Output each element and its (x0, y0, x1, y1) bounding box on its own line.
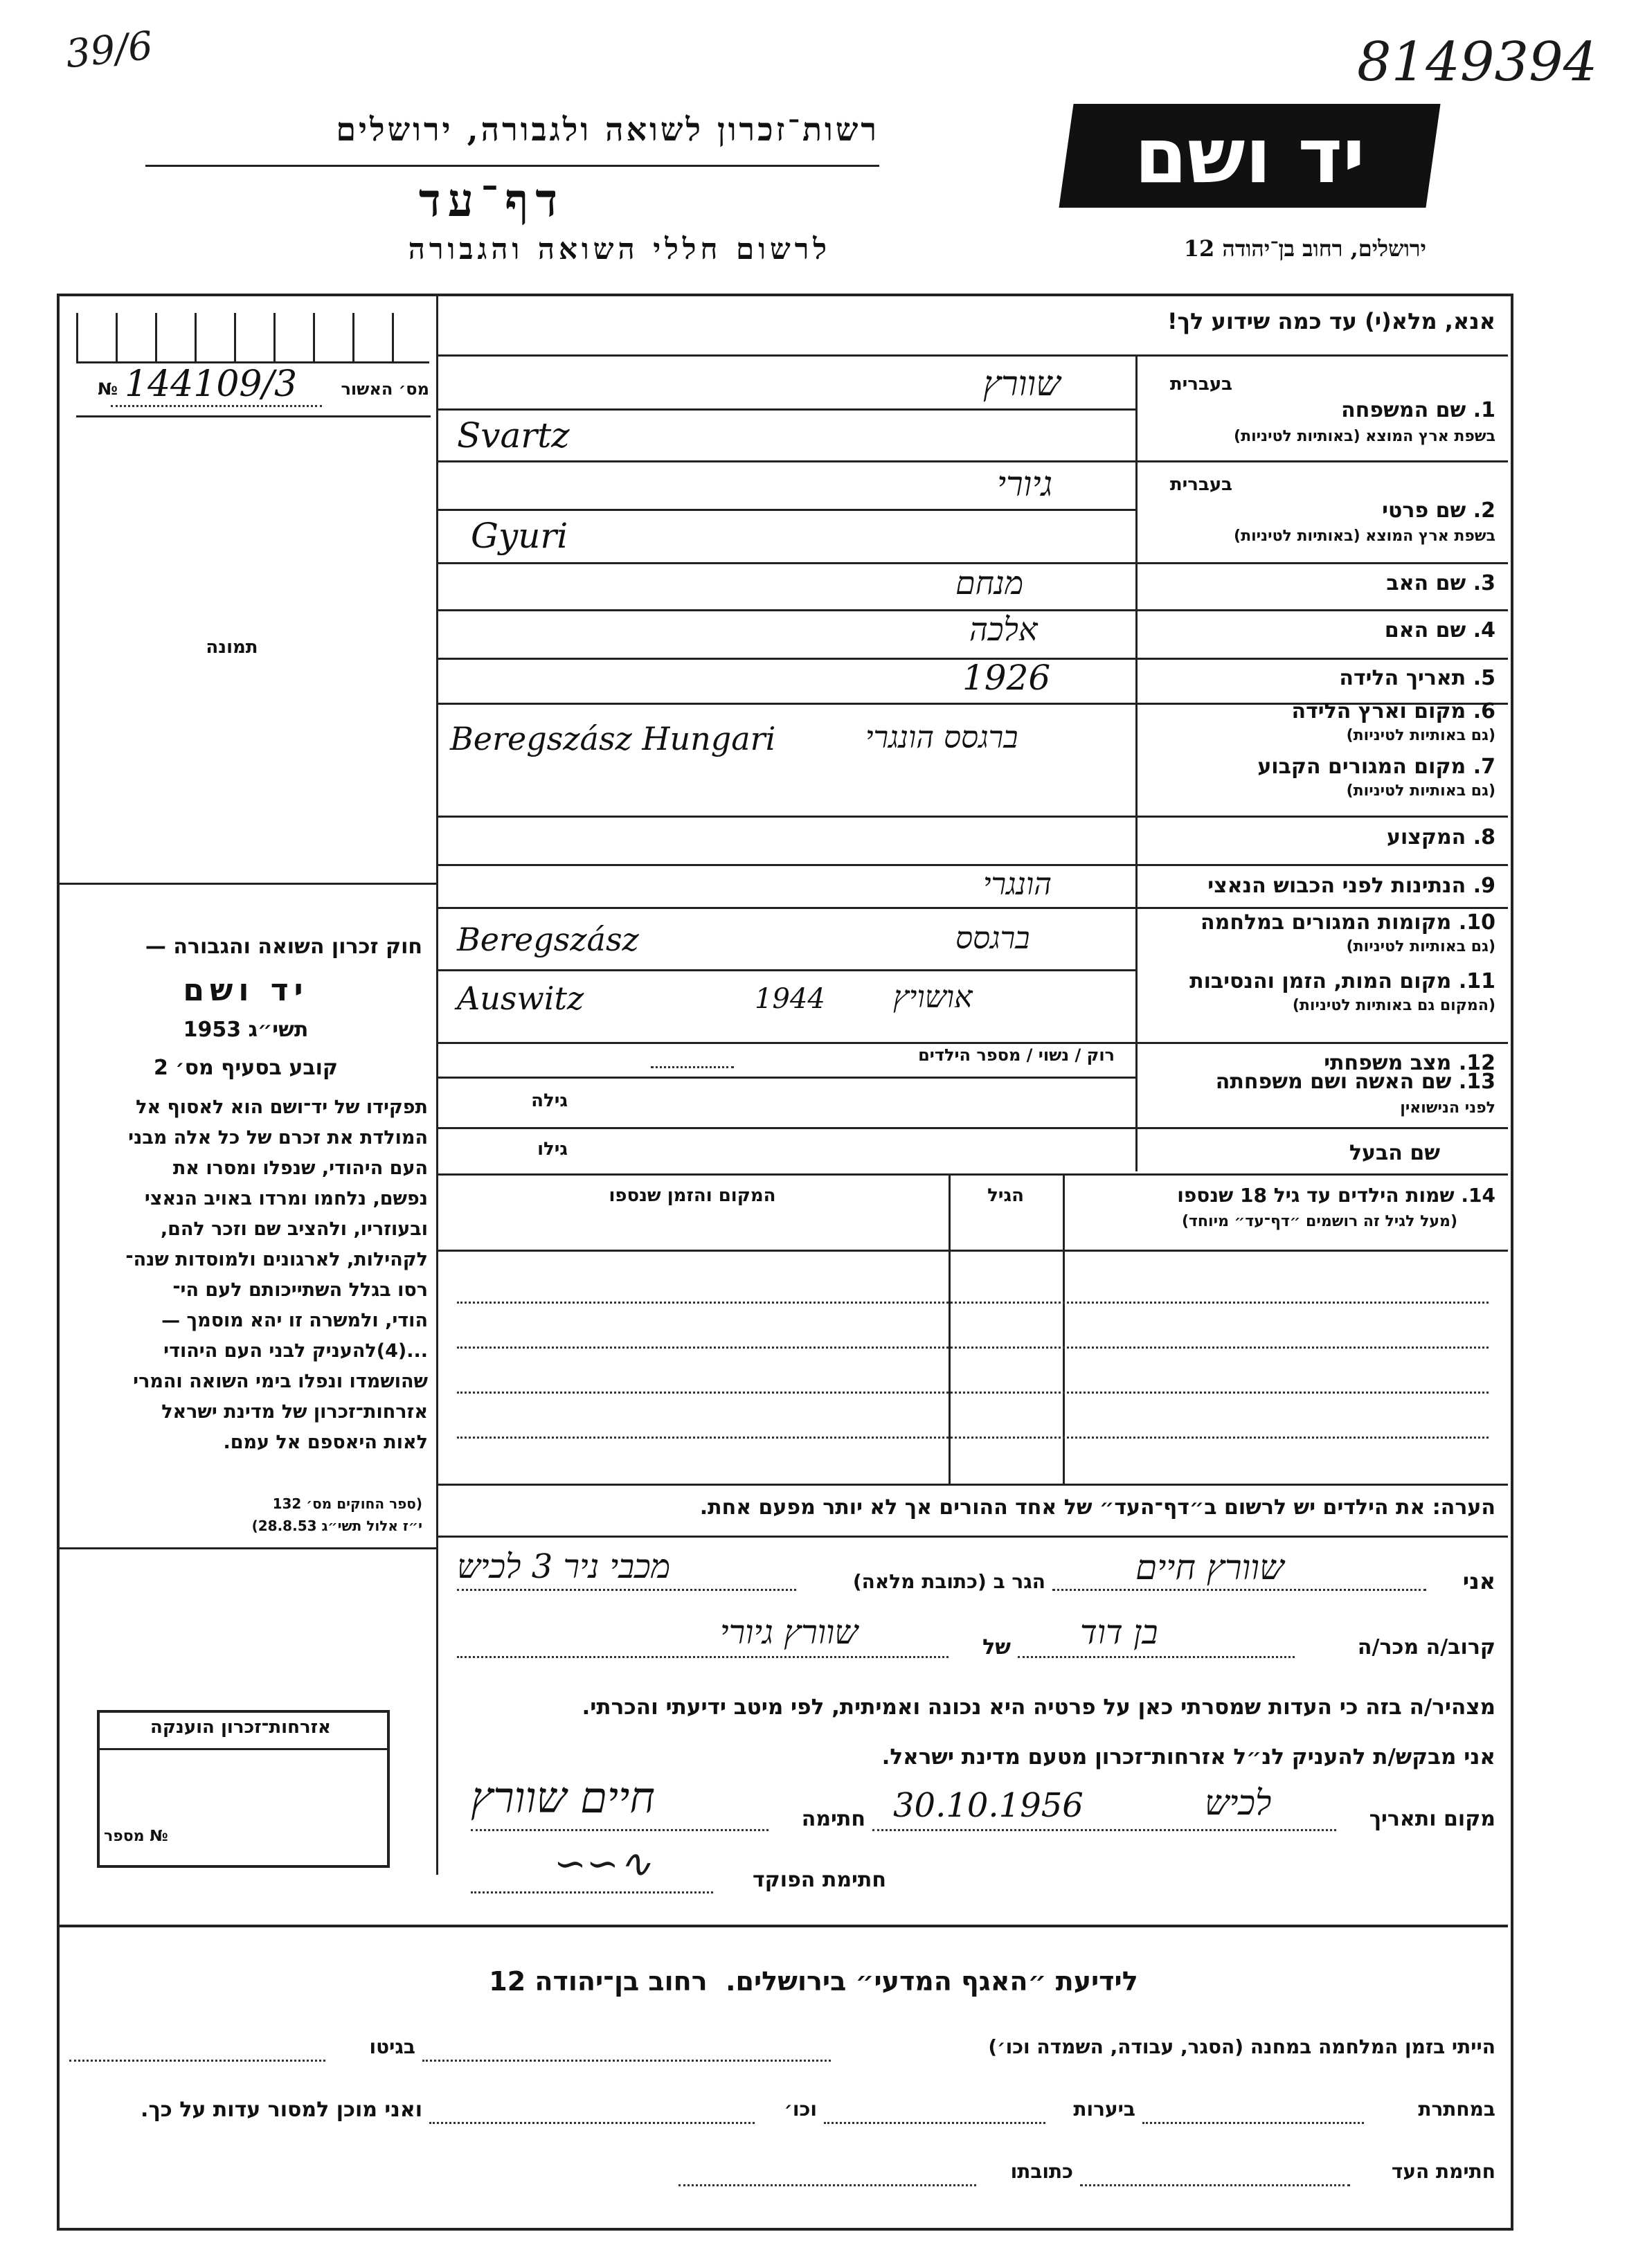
declaration-address-line (457, 1589, 796, 1591)
record-number: 8149394 (1357, 31, 1598, 93)
law-text-block (68, 1092, 428, 1458)
officer-line (471, 1891, 713, 1893)
field-number: 12. (1458, 1051, 1495, 1075)
field-6-sub: (גם באותיות לטיניות) (1346, 727, 1495, 744)
declaration-request: אני מבקש/ת להעניק לנ״ל אזרחות־זכרון מטעם מדינת ישראל. (881, 1745, 1495, 1770)
field-9-value: הונגרי (983, 867, 1052, 902)
footer-line3-dots (1080, 2184, 1350, 2186)
footer-line3-b: כתובתו (1010, 2160, 1073, 2183)
field-label: שם המשפחה (1341, 398, 1466, 422)
footer-rule (60, 1925, 1508, 1927)
footer-title-text: לידיעת ״האגף המדעי״ בירושלים. (726, 1966, 1138, 1997)
field-12-dots (651, 1066, 734, 1068)
law-reference-1: (ספר החוקים מס׳ 132 (272, 1495, 422, 1512)
field-12-inner-rule (438, 1077, 1135, 1079)
photo-label: תמונה (206, 637, 258, 658)
logo-text: יד ושם (1134, 111, 1365, 200)
label-value-divider (1135, 354, 1138, 1171)
institution-underline (145, 165, 879, 167)
row-rule (438, 907, 1508, 909)
photo-bottom-rule (60, 883, 437, 885)
field-10-sub: (גם באותיות לטיניות) (1346, 938, 1495, 955)
footer-line2-dots (1142, 2122, 1364, 2124)
registration-label: מס׳ האשור (341, 379, 429, 399)
declaration-statement: מצהיר/ה בזה כי העדות שמסרתי כאן על פרטיה היא נכונה ואמיתית, לפי מיטב ידיעתי והכרתי. (582, 1695, 1495, 1720)
law-line: הודי, ולמשרה זו יהא מוסמך — (161, 1310, 428, 1331)
field-label: שם האשה ושם משפחתה (1215, 1070, 1452, 1094)
law-line: העם היהודי, שנפלו ומסרו את (172, 1158, 428, 1179)
footer-title (415, 1966, 1212, 1997)
law-line: תפקידו של יד־ושם הוא לאסוף אל (136, 1097, 428, 1118)
form-title: דף־עד (418, 173, 565, 227)
children-col-age: הגיל (987, 1185, 1024, 1206)
field-label: הנתינות לפני הכבוש הנאצי (1207, 874, 1466, 898)
officer-signature: ∽∽∿ (554, 1842, 651, 1887)
children-row-dots (457, 1437, 1489, 1439)
declaration-address: מכבי ניר 3 לכיש (457, 1547, 671, 1586)
law-name: יד ושם (183, 973, 309, 1008)
field-label: מקום המגורים הקבוע (1257, 755, 1466, 779)
field-5-value: 1926 (962, 658, 1051, 698)
intro-rule (438, 354, 1508, 357)
field-1-in-hebrew: בעברית (1169, 374, 1232, 395)
children-label (1070, 1184, 1495, 1207)
footer-line1-b: בגיטו (369, 2035, 415, 2058)
registration-no-prefix: № (98, 379, 118, 399)
row-rule (438, 1173, 1508, 1176)
footer-line2-dots-2 (824, 2122, 1045, 2124)
field-13-extra: גילה (531, 1090, 568, 1111)
officer-label: חתימת הפוקד (753, 1868, 886, 1892)
field-1-value-hebrew: שוורץ (983, 363, 1061, 404)
law-title: חוק זכרון השואה והגבורה — (145, 935, 422, 959)
field-10-value-hebrew: ברגסס (955, 921, 1030, 956)
field-8-label (1149, 825, 1495, 849)
law-line: המולדת את זכרם של כל אלה מבני (128, 1127, 428, 1149)
declaration-name-line (1052, 1589, 1426, 1591)
field-12-options: רוק / נשוי / מספר הילדים (918, 1045, 1115, 1065)
law-reference-2: י״ז אלול תשי״ג 28.8.53) (251, 1518, 422, 1534)
footer-line2-b: ביערות (1073, 2098, 1135, 2121)
field-3-value: מנחם (955, 564, 1024, 602)
footer-line1-dots (422, 2060, 831, 2062)
declaration-name: שוורץ חיים (1135, 1547, 1284, 1587)
field-11-value-latin: Auswitz (457, 980, 584, 1017)
children-row-dots (457, 1392, 1489, 1394)
field-5-label (1149, 666, 1495, 690)
relative-line (1018, 1656, 1295, 1658)
field-1-latin-note: בשפת ארץ המוצא (באותיות לטיניות) (1234, 428, 1495, 445)
of-line (457, 1656, 949, 1658)
field-number: 14. (1461, 1184, 1495, 1207)
field-1-inner-rule (438, 408, 1135, 411)
row-rule (438, 816, 1508, 818)
yad-vashem-logo (1059, 104, 1440, 208)
field-number: 2. (1473, 498, 1495, 523)
footer-line2-dots-3 (429, 2122, 755, 2124)
field-label: המקצוע (1386, 825, 1466, 849)
field-label: מקומות המגורים במלחמה (1201, 910, 1452, 935)
field-label: מקום המות, הזמן והנסיבות (1189, 969, 1452, 993)
children-row-rule (438, 1250, 1508, 1252)
field-4-label (1149, 618, 1495, 642)
footer-line2-c: וכו׳ (784, 2098, 817, 2121)
row-rule (438, 460, 1508, 462)
date-value: 30.10.1956 (893, 1786, 1084, 1825)
field-label: שמות הילדים עד גיל 18 שנספו (1177, 1184, 1455, 1207)
footer-line3-dots-2 (678, 2184, 976, 2186)
registration-ticks (76, 313, 429, 363)
field-2-in-hebrew: בעברית (1169, 474, 1232, 495)
children-row-dots (457, 1347, 1489, 1349)
footer-address: רחוב בן־יהודה 12 (489, 1966, 708, 1997)
field-number: 13. (1458, 1070, 1495, 1094)
relative-value: בן דוד (1080, 1613, 1158, 1652)
field-2-latin-note: בשפת ארץ המוצא (באותיות לטיניות) (1234, 528, 1495, 545)
place-date-line (872, 1829, 1336, 1831)
row-rule (438, 864, 1508, 866)
law-clause: קובע בסעיף מס׳ 2 (153, 1056, 339, 1080)
field-1-label (1149, 398, 1495, 422)
children-note: הערה: את הילדים יש לרשום ב״דף־העד״ של אחד ההורים אך לא יותר מפעם אחת. (699, 1495, 1495, 1520)
of-value: שוורץ גיורי (720, 1613, 859, 1652)
field-10-value-latin: Beregszász (457, 921, 639, 958)
field-number: 11. (1458, 969, 1495, 993)
law-years: תשי״ג 1953 (183, 1018, 309, 1042)
field-label: שם האם (1384, 618, 1466, 642)
field-label: מצב משפחתי (1324, 1051, 1452, 1075)
footer-line1-dots-2 (69, 2060, 325, 2062)
field-11-value-year: 1944 (755, 983, 825, 1015)
children-col-place: המקום והזמן שנספו (609, 1185, 776, 1206)
field-13-sub: לפני הנישואין (1400, 1099, 1495, 1117)
declaration-residing: הגר ב (כתובת מלאה) (852, 1570, 1045, 1593)
field-11-value-hebrew: אושויץ (893, 980, 973, 1015)
field-13-label (1149, 1070, 1495, 1094)
registration-underline (111, 405, 322, 407)
signature-label: חתימה (801, 1807, 865, 1831)
of-label: של (982, 1635, 1011, 1659)
citizenship-box-no: מספר № (104, 1828, 168, 1845)
field-6-value-hebrew: ברגסס הונגרי (865, 720, 1018, 755)
corner-mark: 39/6 (63, 23, 155, 78)
field-7-label (1149, 755, 1495, 779)
field-3-label (1149, 571, 1495, 595)
field-6-label (1149, 699, 1495, 723)
field-label: שם פרטי (1382, 498, 1466, 523)
declaration-i: אני (1462, 1568, 1495, 1594)
husband-label: שם הבעל (1349, 1141, 1440, 1165)
field-label: תאריך הלידה (1339, 666, 1466, 690)
law-bottom-rule (60, 1547, 437, 1549)
law-line: אזרחות־זכרון של מדינת ישראל (161, 1401, 428, 1423)
signature-value: חיים שוורץ (471, 1772, 655, 1823)
field-11-sub: (המקום גם באותיות לטיניות) (1292, 997, 1495, 1014)
field-2-inner-rule (438, 509, 1135, 511)
children-row-dots (457, 1302, 1489, 1304)
registration-value: 144109/3 (125, 363, 298, 405)
row-rule (438, 1042, 1508, 1044)
field-number: 9. (1473, 874, 1495, 898)
field-10-label (1149, 910, 1495, 935)
place-value: לכיש (1205, 1783, 1272, 1823)
field-label: מקום וארץ הלידה (1291, 699, 1466, 723)
side-panel-divider (436, 296, 438, 1875)
field-number: 6. (1473, 699, 1495, 723)
relative-label: קרוב/ה מכר/ה (1357, 1635, 1495, 1659)
children-sub: (מעל לגיל זה רושמים ״דף־עד״ מיוחד) (1181, 1213, 1457, 1230)
field-11-label (1149, 969, 1495, 993)
law-line: לאות היאספם אל עמם. (223, 1432, 428, 1453)
field-2-label (1149, 498, 1495, 523)
footer-line2-d: ואני מוכן למסור עדות על כך. (141, 2098, 422, 2122)
institution-name: רשות־זכרון לשואה ולגבורה, ירושלים (336, 111, 879, 148)
field-2-value-hebrew: גיורי (997, 464, 1053, 504)
signature-line (471, 1829, 768, 1831)
field-4-value: אלכה (969, 611, 1038, 648)
field-number: 1. (1473, 398, 1495, 422)
field-7-sub: (גם באותיות לטיניות) (1346, 782, 1495, 800)
law-line: שהושמדו ונפלו בימי השואה והמרי (133, 1371, 428, 1392)
footer-line1-a: הייתי בזמן המלחמה במחנה (הסגר, עבודה, השמדה וכו׳) (988, 2035, 1495, 2058)
field-number: 7. (1473, 755, 1495, 779)
form-subtitle: לרשום חללי השואה והגבורה (408, 232, 831, 266)
field-number: 3. (1473, 571, 1495, 595)
field-10-inner-rule (438, 969, 1135, 971)
law-line: ובעוזריו, ולהציב שם וזכר להם, (160, 1218, 428, 1240)
law-line: ...(4)להעניק לבני העם היהודי (163, 1340, 428, 1362)
header-address: ירושלים, רחוב בן־יהודה 12 (1183, 235, 1426, 262)
note-rule (438, 1536, 1508, 1538)
field-number: 8. (1473, 825, 1495, 849)
form-intro: אנא, מלא(י) עד כמה שידוע לך! (1167, 308, 1495, 334)
field-2-value-latin: Gyuri (471, 516, 568, 556)
footer-line3-a: חתימת העד (1391, 2160, 1495, 2183)
field-number: 5. (1473, 666, 1495, 690)
citizenship-box-rule (100, 1748, 387, 1750)
children-bottom-rule (438, 1484, 1508, 1486)
law-line: נפשם, נלחמו ומרדו באויב הנאצי (144, 1188, 428, 1209)
place-date-label: מקום ותאריך (1369, 1807, 1495, 1831)
law-line: לקהילות, לארגונים ולמוסדות שנה־ (125, 1249, 428, 1270)
footer-line2-a: במחתרת (1418, 2098, 1495, 2121)
husband-extra: גילו (537, 1139, 568, 1160)
photo-top-rule (76, 415, 431, 417)
law-line: רסו בגלל השתייכותם לעם הי־ (172, 1279, 428, 1301)
citizenship-box-title: אזרחות־זכרון הוענקה (150, 1717, 331, 1738)
field-6-value-latin: Beregszász Hungari (450, 720, 776, 757)
row-rule (438, 1127, 1508, 1129)
field-9-label (1149, 874, 1495, 898)
field-number: 4. (1473, 618, 1495, 642)
field-1-value-latin: Svartz (457, 415, 570, 456)
field-label: שם האב (1386, 571, 1466, 595)
field-number: 10. (1458, 910, 1495, 935)
